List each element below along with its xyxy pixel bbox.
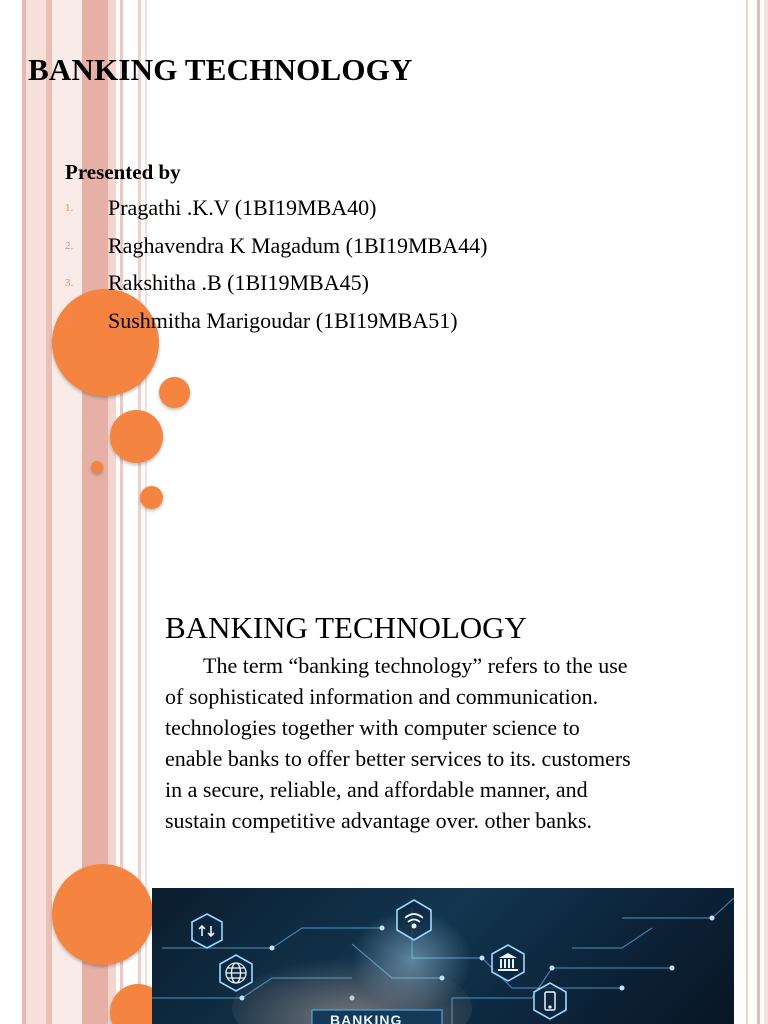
list-number: 3. [65,277,74,289]
decor-circle [110,410,163,463]
decor-stripe [764,576,768,1024]
hex-frame [192,914,222,948]
decor-stripe [746,0,748,576]
member-name: Rakshitha .B (1BI19MBA45) [108,270,369,295]
slide-title: BANKING TECHNOLOGY [165,610,527,645]
list-number: 1. [65,202,74,214]
list-number: 2. [65,239,74,252]
banking-technology-image [152,888,734,1024]
decor-stripe [145,576,147,1024]
decor-stripe [757,0,760,576]
member-name: Sushmitha Marigoudar (1BI19MBA51) [108,307,458,333]
decor-circle [159,377,190,408]
presented-by-label: Presented by [65,160,181,184]
decor-stripe [757,576,760,1024]
member-name: Pragathi .K.V (1BI19MBA40) [108,195,377,220]
decor-circle [140,486,163,509]
decor-stripe [746,576,748,1024]
decor-stripe [138,576,141,1024]
tech-network-graphic [152,888,734,1024]
content-slide [0,576,768,1024]
decor-circle [91,461,103,473]
decor-stripe [764,0,768,576]
definition-text: The term “banking technology” refers to the use of sophisticated information and communication. technologies together with computer science to enable banks to offer better services to its. customers in a secure, reliable, and affordable manner, and sustain competitive advantage over. other banks. [165,653,631,833]
member-name: Raghavendra K Magadum (1BI19MBA44) [108,232,488,258]
decor-circle-large [52,864,153,965]
decor-circle-large [52,289,159,396]
list-number: 4. [65,314,74,327]
hex-frame [534,983,566,1019]
decor-stripe [26,576,46,1024]
image-caption: BANKING [330,1012,403,1024]
slide-title: BANKING TECHNOLOGY [28,52,413,87]
